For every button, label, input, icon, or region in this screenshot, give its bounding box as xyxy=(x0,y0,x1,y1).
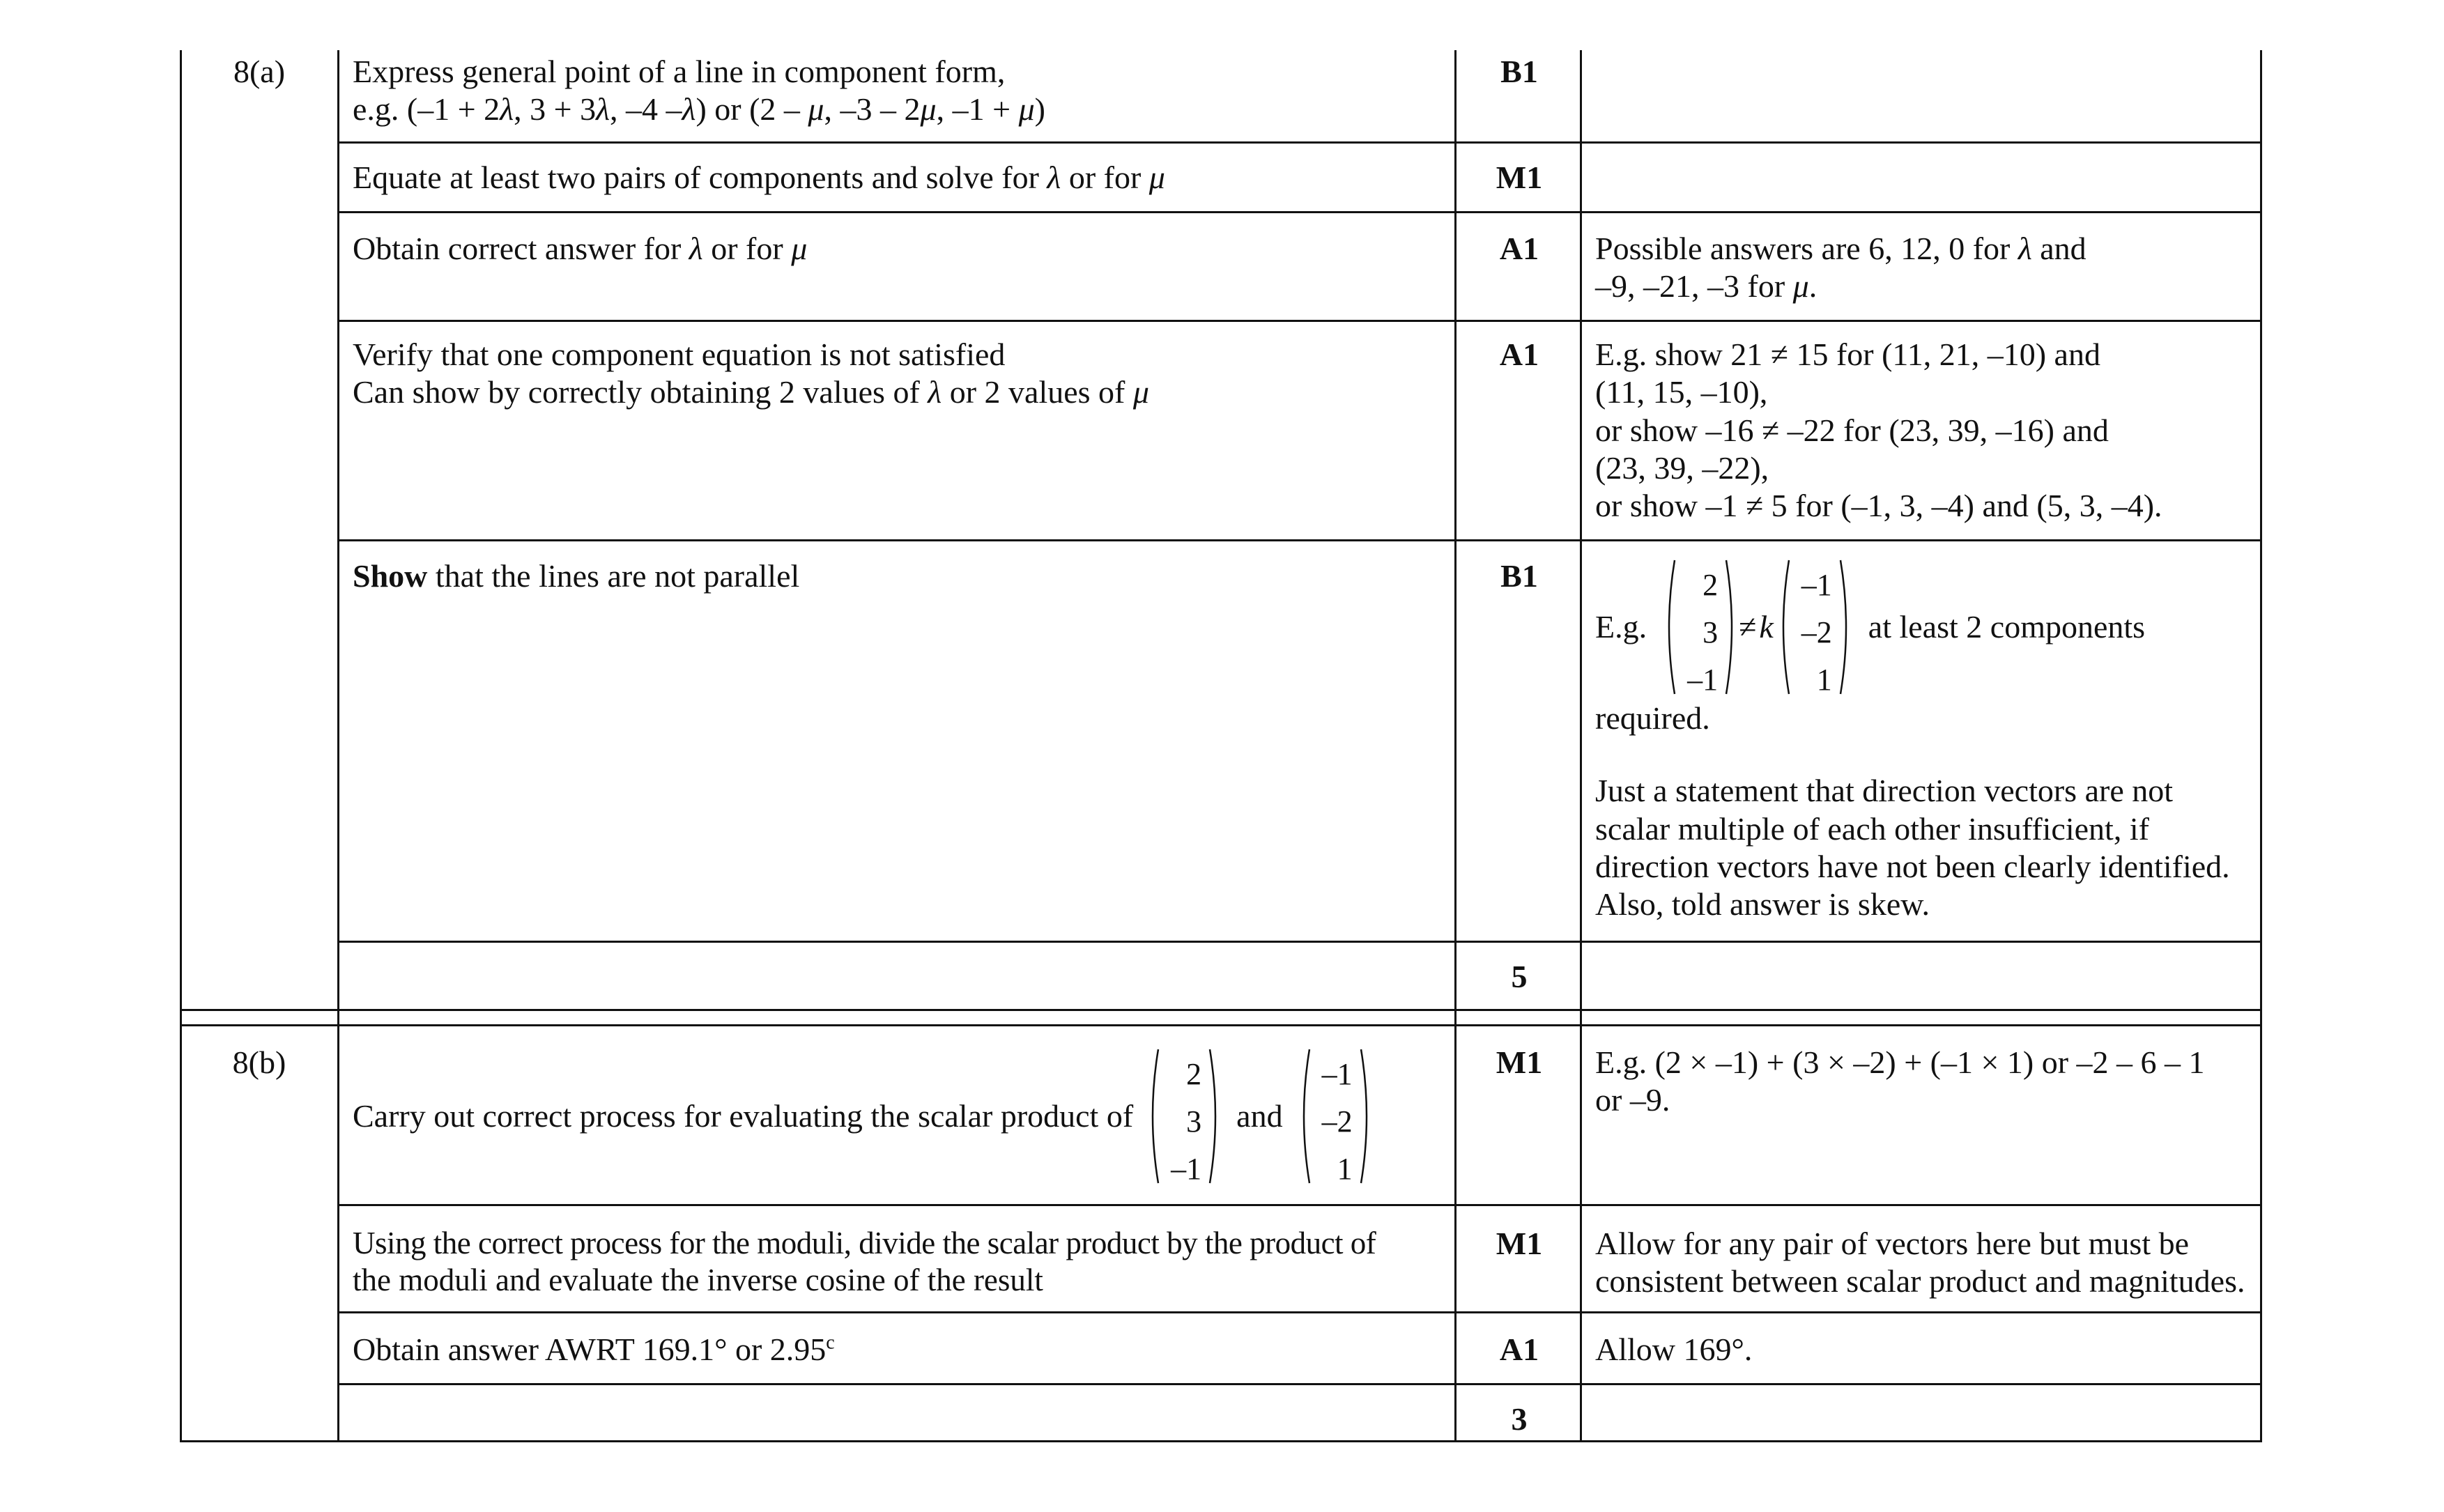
guidance-line: E.g. show 21 ≠ 15 for (11, 21, –10) and xyxy=(1595,337,2100,372)
answer-emphasis: Show xyxy=(353,558,428,594)
and-text: and xyxy=(1236,1097,1283,1134)
total-marks: 5 xyxy=(1511,959,1528,994)
answer-text: that the lines are not parallel xyxy=(427,558,800,594)
vector-entry: –1 xyxy=(1171,1152,1202,1186)
guidance-line: direction vectors have not been clearly identified. xyxy=(1595,848,2230,884)
row-divider xyxy=(337,539,2262,541)
mark-code: M1 xyxy=(1496,160,1543,195)
question-number: 8(b) xyxy=(232,1044,286,1080)
answer-cell xyxy=(353,557,799,595)
mark-code: B1 xyxy=(1500,54,1538,89)
guidance-line: Just a statement that direction vectors are not xyxy=(1595,773,2174,809)
answer-line: the moduli and evaluate the inverse cosine of the result xyxy=(353,1263,1043,1298)
answer-line: Using the correct process for the moduli, divide the scalar product by the product of xyxy=(353,1226,1376,1260)
guidance-cell xyxy=(1595,1225,2264,1301)
guidance-line: E.g. (2 × –1) + (3 × –2) + (–1 × 1) or –2 – 6 – 1 xyxy=(1595,1044,2205,1080)
section-divider xyxy=(180,1009,2262,1011)
total-marks: 3 xyxy=(1511,1401,1528,1437)
guidance-suffix: at least 2 components xyxy=(1868,608,2146,645)
mark-code: A1 xyxy=(1499,337,1539,372)
answer-text: Obtain answer AWRT 169.1° or 2.95 xyxy=(353,1332,827,1367)
table-divider-answer xyxy=(337,50,339,1442)
direction-vector-2 xyxy=(1776,557,1853,697)
radian-superscript: c xyxy=(826,1332,835,1354)
vector-entry: –1 xyxy=(1321,1057,1353,1091)
answer-text: Carry out correct process for evaluating the scalar product of xyxy=(353,1097,1134,1134)
guidance-line: or show –1 ≠ 5 for (–1, 3, –4) and (5, 3, –4). xyxy=(1595,488,2162,524)
question-number: 8(a) xyxy=(233,54,286,89)
vector-entry: 1 xyxy=(1337,1152,1353,1186)
direction-vector-1 xyxy=(1662,557,1739,697)
guidance-cell xyxy=(1595,336,2264,525)
row-divider xyxy=(337,941,2262,943)
answer-cell xyxy=(353,53,1045,129)
answer-cell: Obtain correct answer for λ or for μ xyxy=(353,231,808,266)
vector-entry: –1 xyxy=(1687,663,1719,697)
mark-code: B1 xyxy=(1500,558,1538,594)
row-divider xyxy=(337,211,2262,213)
mark-code: A1 xyxy=(1499,1332,1539,1367)
vector-a xyxy=(1146,1047,1222,1186)
guidance-line: or –9. xyxy=(1595,1082,1670,1118)
table-border-bottom xyxy=(180,1440,2262,1442)
vector-entry: –2 xyxy=(1321,1104,1353,1139)
answer-line: e.g. (–1 + 2λ, 3 + 3λ, –4 –λ) or (2 – μ, –3 – 2μ, –1 + μ) xyxy=(353,91,1045,128)
guidance-prefix: E.g. xyxy=(1595,608,1647,645)
vector-entry: –2 xyxy=(1801,615,1832,649)
answer-cell: Equate at least two pairs of components and solve for λ or for μ xyxy=(353,160,1165,195)
vector-inequality xyxy=(1595,557,2264,697)
answer-cell xyxy=(353,1045,1374,1187)
mark-code: M1 xyxy=(1496,1226,1543,1261)
answer-cell xyxy=(353,1331,835,1368)
scalar-k: k xyxy=(1759,608,1774,645)
guidance-line: (23, 39, –22), xyxy=(1595,449,1769,486)
mark-code: M1 xyxy=(1496,1044,1543,1080)
mark-code: A1 xyxy=(1499,231,1539,266)
answer-line: Can show by correctly obtaining 2 values of λ or 2 values of μ xyxy=(353,374,1149,410)
row-divider xyxy=(337,141,2262,144)
guidance-line: required. xyxy=(1595,700,1710,736)
guidance-line: (11, 15, –10), xyxy=(1595,374,1768,410)
guidance-line: scalar multiple of each other insufficient, if xyxy=(1595,810,2149,847)
guidance-line: consistent between scalar product and magnitudes. xyxy=(1595,1263,2245,1299)
vector-entry: 1 xyxy=(1816,663,1832,697)
section-divider xyxy=(180,1024,2262,1026)
guidance-cell xyxy=(1595,230,2264,306)
vector-entry: 3 xyxy=(1186,1104,1202,1139)
row-divider xyxy=(337,1383,2262,1385)
vector-b xyxy=(1297,1047,1374,1186)
vector-entry: –1 xyxy=(1801,568,1832,602)
row-divider xyxy=(337,320,2262,322)
guidance-cell xyxy=(1595,1044,2264,1120)
guidance-cell: Allow 169°. xyxy=(1595,1332,1753,1367)
answer-line: Express general point of a line in component form, xyxy=(353,54,1006,89)
guidance-line: Also, told answer is skew. xyxy=(1595,886,1930,923)
vector-entry: 2 xyxy=(1186,1057,1202,1091)
row-divider xyxy=(337,1311,2262,1313)
guidance-line: or show –16 ≠ –22 for (23, 39, –16) and xyxy=(1595,412,2109,448)
vector-entry: 3 xyxy=(1703,615,1719,649)
vector-entry: 2 xyxy=(1703,568,1719,602)
guidance-line: –9, –21, –3 for μ. xyxy=(1595,268,1817,304)
row-divider xyxy=(337,1204,2262,1206)
answer-line: Verify that one component equation is not satisfied xyxy=(353,337,1006,372)
guidance-note xyxy=(1595,772,2264,923)
answer-cell xyxy=(353,336,1149,412)
guidance-line: Allow for any pair of vectors here but must be xyxy=(1595,1226,2190,1261)
table-border-left xyxy=(180,50,182,1442)
answer-cell xyxy=(353,1225,1447,1299)
guidance-cell xyxy=(1595,557,2264,923)
guidance-line: Possible answers are 6, 12, 0 for λ and xyxy=(1595,231,2086,266)
not-equal-symbol: ≠ xyxy=(1739,608,1757,645)
